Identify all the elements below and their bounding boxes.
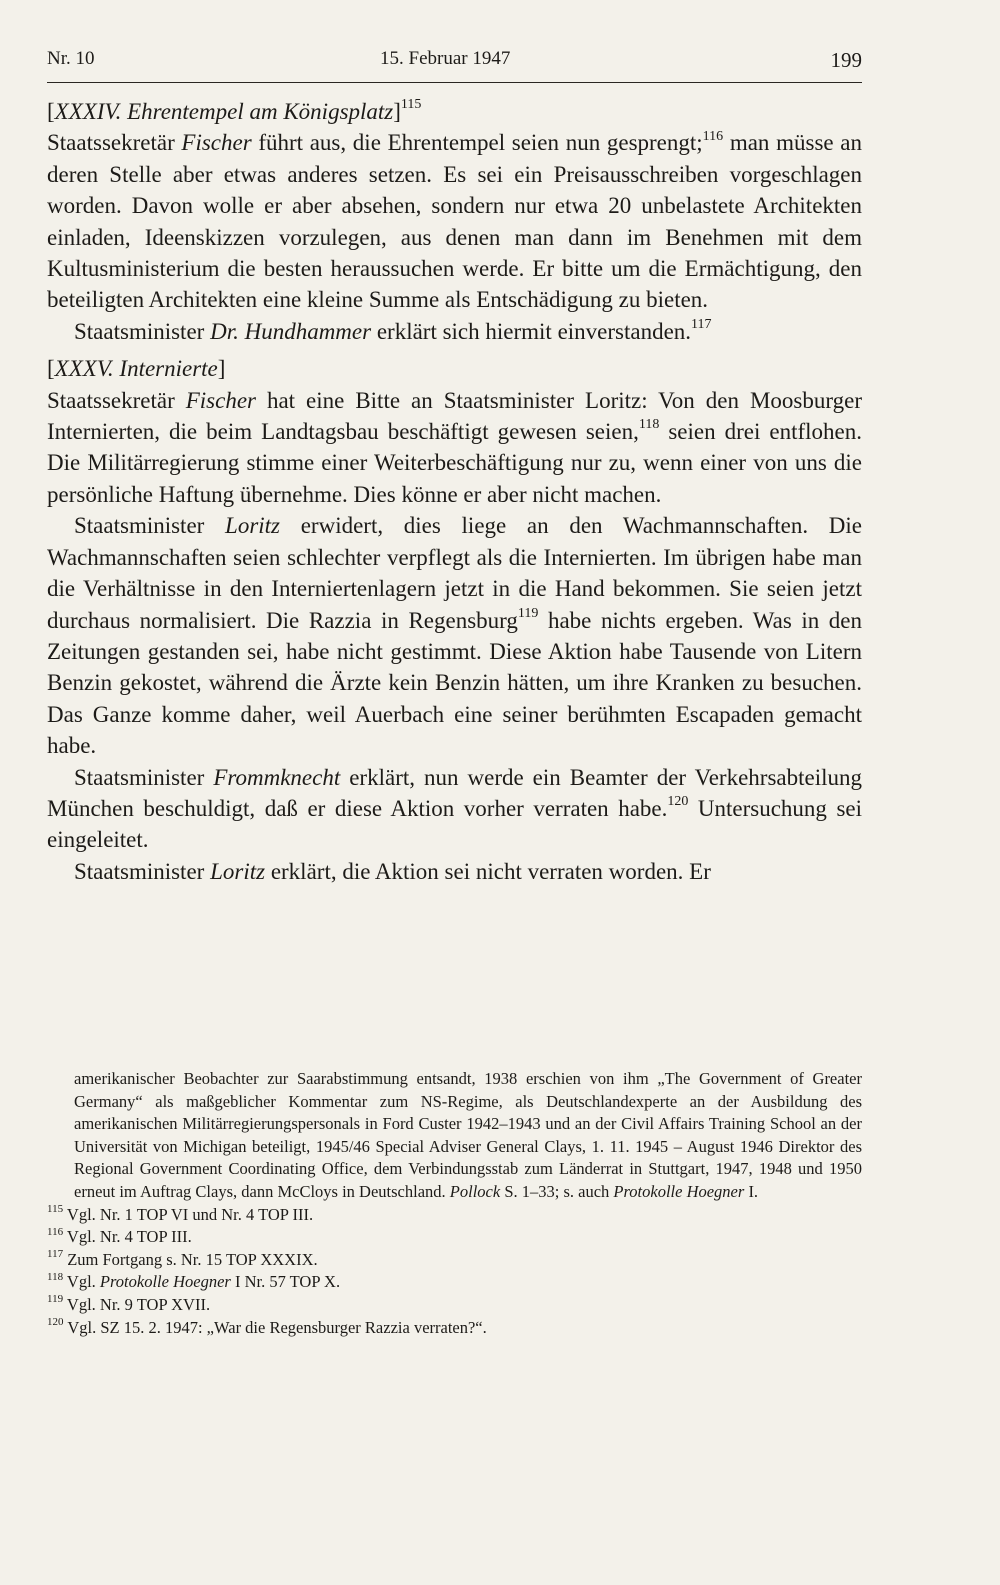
footnote-118	[47, 1271, 862, 1294]
paragraph	[47, 385, 862, 511]
person-name: Fischer	[185, 387, 256, 413]
text: Staatsminister	[74, 858, 211, 884]
header-rule	[47, 82, 862, 83]
running-header	[47, 48, 862, 82]
text: man müsse an deren Stelle aber etwas anderes setzen. Es sei ein Preisausschreiben vorgeschlagen worden. Davon wolle er aber absehen, sondern nur etwa 20 unbelastete Architekten einladen, Ideenskizzen vorzulegen, aus denen man dann im Benehmen mit dem Kultusministerium die besten heraussuchen werde. Er bitte um die Ermächtigung, den beteiligten Architekten eine kleine Summe als Entschädigung zu bieten.	[47, 130, 862, 313]
footnote-ref-119: 119	[517, 605, 539, 621]
citation: Protokolle Hoegner	[613, 1181, 745, 1201]
text: Untersuchung sei eingeleitet.	[47, 795, 863, 853]
bracket-open: [	[47, 356, 55, 382]
heading-title: XXXIV. Ehrentempel am Königsplatz	[54, 99, 394, 124]
footnote-number: 119	[47, 1293, 64, 1306]
person-name: Fischer	[181, 130, 252, 156]
paragraph	[47, 762, 862, 856]
text: Zum Fortgang s. Nr. 15 TOP XXXIX.	[63, 1249, 318, 1269]
footnote-116	[47, 1226, 862, 1249]
paragraph	[47, 127, 862, 315]
paragraph	[47, 510, 862, 761]
text: Staatssekretär	[47, 387, 186, 413]
text: erklärt sich hiermit einverstanden.	[371, 318, 692, 344]
footnote-ref-117: 117	[691, 317, 712, 333]
footnote-number: 116	[47, 1225, 64, 1238]
text: Vgl. Nr. 1 TOP VI und Nr. 4 TOP III.	[63, 1204, 314, 1224]
text: Vgl.	[63, 1272, 100, 1292]
text: S. 1–33; s. auch	[500, 1181, 614, 1201]
text: seien drei entflohen. Die Militärregierung stimme einer Weiterbeschäftigung nur zu, wenn einer von uns die persönliche Haftung übernehme. Dies könne er aber nicht machen.	[47, 419, 863, 507]
footnote-ref-118: 118	[638, 417, 660, 433]
person-name: Loritz	[225, 513, 281, 539]
footnote-number: 118	[47, 1270, 64, 1283]
footnote-number: 117	[47, 1248, 64, 1261]
person-name: Dr. Hundhammer	[210, 318, 372, 344]
footnote-115	[47, 1204, 862, 1227]
text: Staatsminister	[74, 318, 211, 344]
heading-title: XXXV. Internierte	[54, 356, 218, 382]
text: Vgl. Nr. 4 TOP III.	[63, 1227, 192, 1247]
citation: Pollock	[449, 1181, 501, 1201]
footnote-119	[47, 1294, 862, 1317]
text: I Nr. 57 TOP X.	[230, 1272, 341, 1292]
paragraph	[47, 316, 862, 347]
text: I.	[744, 1181, 759, 1201]
footnote-117	[47, 1249, 862, 1272]
text: führt aus, die Ehrentempel seien nun gesprengt;	[251, 130, 703, 156]
text: Staatsminister	[74, 764, 214, 790]
section-heading-xxxiv	[47, 96, 862, 127]
text: Staatsminister	[74, 513, 226, 539]
bracket-open: [	[47, 99, 55, 124]
document-number: Nr. 10	[47, 48, 95, 69]
footnote-number: 120	[47, 1316, 64, 1329]
footnote-ref-116: 116	[702, 128, 724, 144]
text: habe nichts ergeben. Was in den Zeitungen gestanden sei, habe nicht gestimmt. Diese Aktion habe Tausende von Litern Benzin gekostet, während die Ärzte kein Benzin hätten, um ihre Kranken zu besuchen. Das Ganze komme daher, weil Auerbach eine seiner berühmten Escapaden gemacht habe.	[47, 607, 863, 759]
text: Staatssekretär	[47, 130, 182, 156]
person-name: Loritz	[210, 858, 266, 884]
footnote-ref-115: 115	[400, 97, 422, 113]
main-text	[47, 96, 862, 887]
text: hat eine Bitte an Staatsminister Loritz: Von den Moosburger Internierten, die beim Landtagsbau beschäftigt gewesen seien,	[47, 387, 862, 445]
text: amerikanischer Beobachter zur Saarabstimmung entsandt, 1938 erschien von ihm „The Government of Greater Germany“ als maßgeblicher Kommentar zum NS-Regime, als Deutschlandexperte an der Ausbildung des amerikanischen Militärregierungspersonals in Ford Custer 1942–1943 und an der Civil Affairs Training School an der Universität von Michigan beteiligt, 1945/46 Special Adviser General Clays, 1. 11. 1945 – August 1946 Direktor des Regional Government Coordinating Office, dem Verbindungsstab zum Länderrat in Stuttgart, 1947, 1948 und 1950 erneut im Auftrag Clays, dann McCloys in Deutschland.	[74, 1069, 862, 1201]
footnote-120	[47, 1317, 862, 1340]
footnote-continuation	[47, 1068, 862, 1204]
person-name: Frommknecht	[213, 764, 341, 790]
page-number: 199	[830, 48, 862, 72]
text: erklärt, nun werde ein Beamter der Verkehrsabteilung München beschuldigt, daß er diese Aktion vorher verraten habe.	[47, 764, 862, 821]
text: Vgl. Nr. 9 TOP XVII.	[63, 1294, 211, 1314]
footnote-number: 115	[47, 1203, 64, 1216]
paragraph	[47, 856, 862, 887]
text: Vgl. SZ 15. 2. 1947: „War die Regensburger Razzia verraten?“.	[63, 1317, 487, 1337]
section-heading-xxxv	[47, 353, 862, 384]
text: erwidert, dies liege an den Wachmannschaften. Die Wachmannschaften seien schlechter verpflegt als die Internierten. Im übrigen habe man die Verhältnisse in den Interniertenlagern jetzt in die Hand bekommen. Sie seien jetzt durchaus normalisiert. Die Razzia in Regensburg	[47, 513, 862, 633]
bracket-close: ]	[217, 356, 226, 382]
citation: Protokolle Hoegner	[99, 1272, 231, 1292]
bracket-close: ]	[393, 99, 401, 124]
text: erklärt, die Aktion sei nicht verraten worden. Er	[265, 858, 711, 884]
session-date: 15. Februar 1947	[380, 48, 511, 69]
footnotes	[47, 1068, 862, 1339]
footnote-ref-120: 120	[667, 794, 689, 810]
